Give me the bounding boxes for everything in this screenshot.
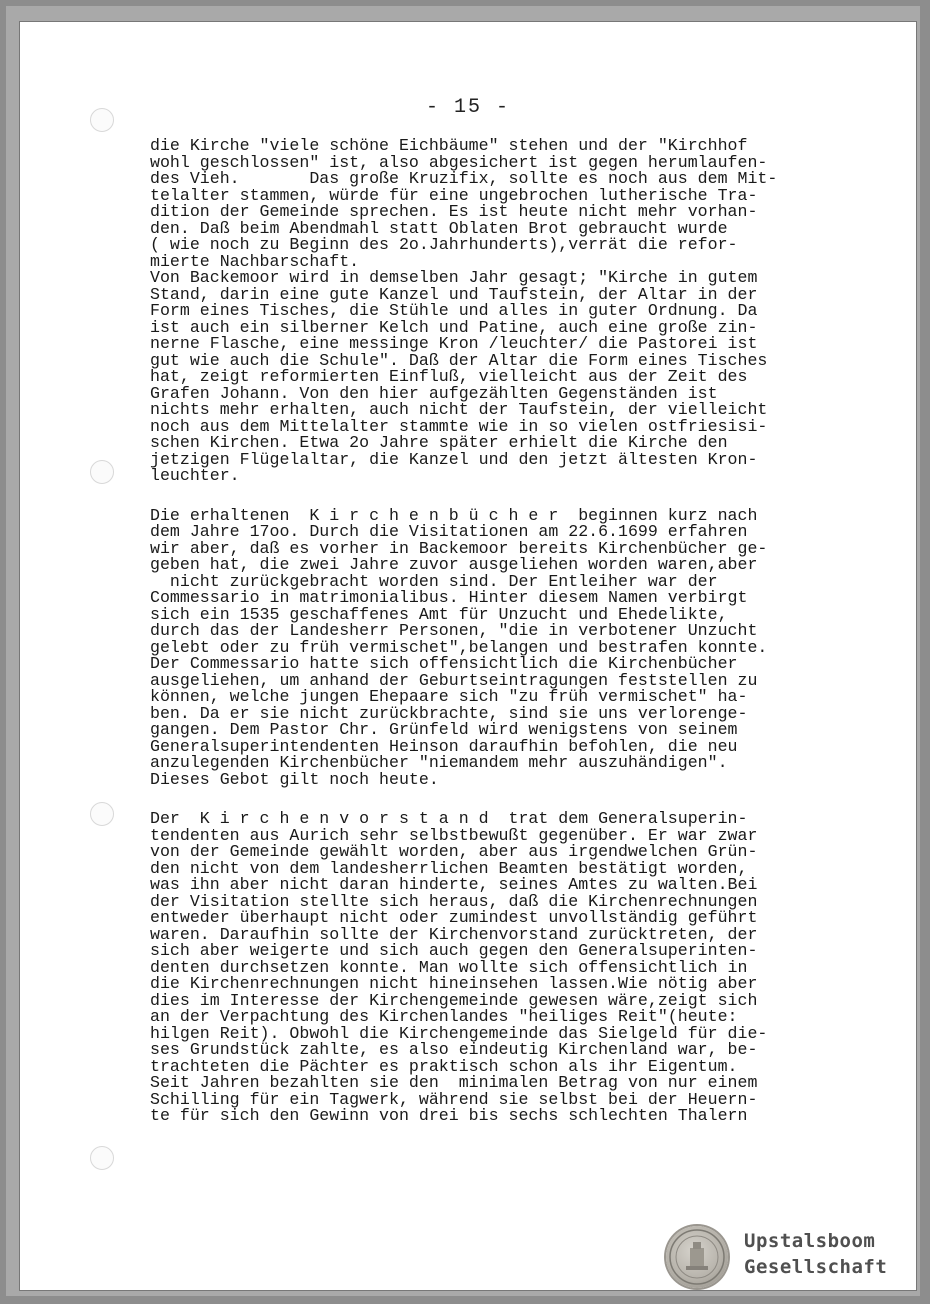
text-line: hat, zeigt reformierten Einfluß, vielleicht aus der Zeit des <box>150 367 748 386</box>
stamp-line-1: Upstalsboom <box>744 1230 876 1252</box>
text-line: durch das der Landesherr Personen, "die in verbotener Unzucht <box>150 621 758 640</box>
punch-hole <box>90 802 114 826</box>
text-line: geben hat, die zwei Jahre zuvor ausgeliehen worden waren,aber <box>150 555 758 574</box>
text-line: Schilling für ein Tagwerk, während sie selbst bei der Heuern- <box>150 1089 758 1109</box>
text-line: entweder überhaupt nicht oder zumindest unvollständig geführt <box>150 908 758 927</box>
document-page <box>20 22 916 1290</box>
text-line: gangen. Dem Pastor Chr. Grünfeld wird wenigstens von seinem <box>150 720 738 739</box>
text-line: mierte Nachbarschaft. <box>150 251 360 271</box>
text-line: Dieses Gebot gilt noch heute. <box>150 769 439 789</box>
text-line: te für sich den Gewinn von drei bis sechs schlechten Thalern <box>150 1106 748 1125</box>
text-line: wir aber, daß es vorher in Backemoor bereits Kirchenbücher ge- <box>150 538 768 558</box>
text-line: sich aber weigerte und sich auch gegen den Generalsuperinten- <box>150 941 758 960</box>
paragraph-gap <box>150 788 866 811</box>
text-line: Der Commessario hatte sich offensichtlich die Kirchenbücher <box>150 654 738 673</box>
paragraph-gap <box>150 485 866 508</box>
text-line: die Kirche "viele schöne Eichbäume" stehen und der "Kirchhof <box>150 136 748 155</box>
text-line: Commessario in matrimonialibus. Hinter diesem Namen verbirgt <box>150 588 748 607</box>
text-line: ses Grundstück zahlte, es also eindeutig Kirchenland war, be- <box>150 1040 758 1059</box>
watermark-stamp <box>666 1224 916 1290</box>
text-line: nerne Flasche, eine messinge Kron /leuchter/ die Pastorei ist <box>150 334 758 353</box>
text-line: leuchter. <box>150 466 240 485</box>
text-line: schen Kirchen. Etwa 2o Jahre später erhielt die Kirche den <box>150 433 728 452</box>
text-line: was ihn aber nicht daran hinderte, seines Amtes zu walten.Bei <box>150 875 758 894</box>
text-line: sich ein 1535 geschaffenes Amt für Unzucht und Ehedelikte, <box>150 604 728 624</box>
text-line: Seit Jahren bezahlten sie den minimalen Betrag von nur einem <box>150 1073 758 1092</box>
text-line: Die erhaltenen K i r c h e n b ü c h e r beginnen kurz nach <box>150 505 758 525</box>
page-number: - 15 - <box>425 96 510 119</box>
text-line: noch aus dem Mittelalter stammte wie in so vielen ostfriesisi- <box>150 416 768 436</box>
paragraph <box>150 811 866 1125</box>
text-line: Der K i r c h e n v o r s t a n d trat dem Generalsuperin- <box>150 809 748 828</box>
text-line: gut wie auch die Schule". Daß der Altar die Form eines Tisches <box>150 350 768 370</box>
text-line: den nicht von dem landesherrlichen Beamten bestätigt worden, <box>150 858 748 878</box>
text-line: waren. Daraufhin sollte der Kirchenvorstand zurücktreten, der <box>150 924 758 944</box>
scan-frame <box>6 6 920 1296</box>
paragraph <box>150 138 866 485</box>
text-line: denten durchsetzen konnte. Man wollte sich offensichtlich in <box>150 957 748 977</box>
text-line: können, welche jungen Ehepaare sich "zu früh vermischet" ha- <box>150 687 748 706</box>
text-line: Von Backemoor wird in demselben Jahr gesagt; "Kirche in gutem <box>150 268 758 287</box>
text-line: wohl geschlossen" ist, also abgesichert ist gegen herumlaufen- <box>150 152 768 172</box>
seal-icon <box>666 1226 728 1288</box>
text-line: die Kirchenrechnungen nicht hineinsehen lassen.Wie nötig aber <box>150 974 758 993</box>
body-text <box>150 138 866 1125</box>
text-line: anzulegenden Kirchenbücher "niemandem mehr auszuhändigen". <box>150 753 728 772</box>
punch-hole <box>90 1146 114 1170</box>
text-line: dem Jahre 17oo. Durch die Visitationen am 22.6.1699 erfahren <box>150 522 748 541</box>
text-line: ( wie noch zu Beginn des 2o.Jahrhunderts),verrät die refor- <box>150 235 738 254</box>
stamp-line-2: Gesellschaft <box>744 1256 888 1278</box>
text-line: nicht zurückgebracht worden sind. Der Entleiher war der <box>150 571 718 591</box>
text-line: Form eines Tisches, die Stühle und alles in guter Ordnung. Da <box>150 301 758 320</box>
text-line: dies im Interesse der Kirchengemeinde gewesen wäre,zeigt sich <box>150 990 758 1010</box>
text-line: nichts mehr erhalten, auch nicht der Taufstein, der vielleicht <box>150 400 768 419</box>
text-line: von der Gemeinde gewählt worden, aber aus irgendwelchen Grün- <box>150 842 758 861</box>
text-line: an der Verpachtung des Kirchenlandes "heiliges Reit"(heute: <box>150 1007 738 1026</box>
text-line: den. Daß beim Abendmahl statt Oblaten Brot gebraucht wurde <box>150 218 728 238</box>
paragraph <box>150 505 866 789</box>
text-line: ben. Da er sie nicht zurückbrachte, sind sie uns verlorenge- <box>150 703 748 723</box>
text-line: Generalsuperintendenten Heinson daraufhin befohlen, die neu <box>150 736 738 756</box>
text-line: Grafen Johann. Von den hier aufgezählten Gegenständen ist <box>150 383 718 403</box>
text-line: jetzigen Flügelaltar, die Kanzel und den jetzt ältesten Kron- <box>150 449 758 469</box>
punch-hole <box>90 460 114 484</box>
text-line: hilgen Reit). Obwohl die Kirchengemeinde das Sielgeld für die- <box>150 1023 768 1043</box>
text-line: telalter stammen, würde für eine ungebrochen lutherische Tra- <box>150 185 758 205</box>
text-line: Stand, darin eine gute Kanzel und Taufstein, der Altar in der <box>150 284 758 304</box>
text-line: der Visitation stellte sich heraus, daß die Kirchenrechnungen <box>150 891 758 911</box>
text-line: gelebt oder zu früh vermischet",belangen und bestrafen konnte. <box>150 637 768 657</box>
text-line: des Vieh. Das große Kruzifix, sollte es noch aus dem Mit- <box>150 169 778 188</box>
text-line: dition der Gemeinde sprechen. Es ist heute nicht mehr vorhan- <box>150 202 758 221</box>
text-line: tendenten aus Aurich sehr selbstbewußt gegenüber. Er war zwar <box>150 825 758 845</box>
text-line: ausgeliehen, um anhand der Geburtseintragungen feststellen zu <box>150 670 758 690</box>
text-line: trachteten die Pächter es praktisch schon als ihr Eigentum. <box>150 1056 738 1076</box>
text-line: ist auch ein silberner Kelch und Patine, auch eine große zin- <box>150 317 758 337</box>
